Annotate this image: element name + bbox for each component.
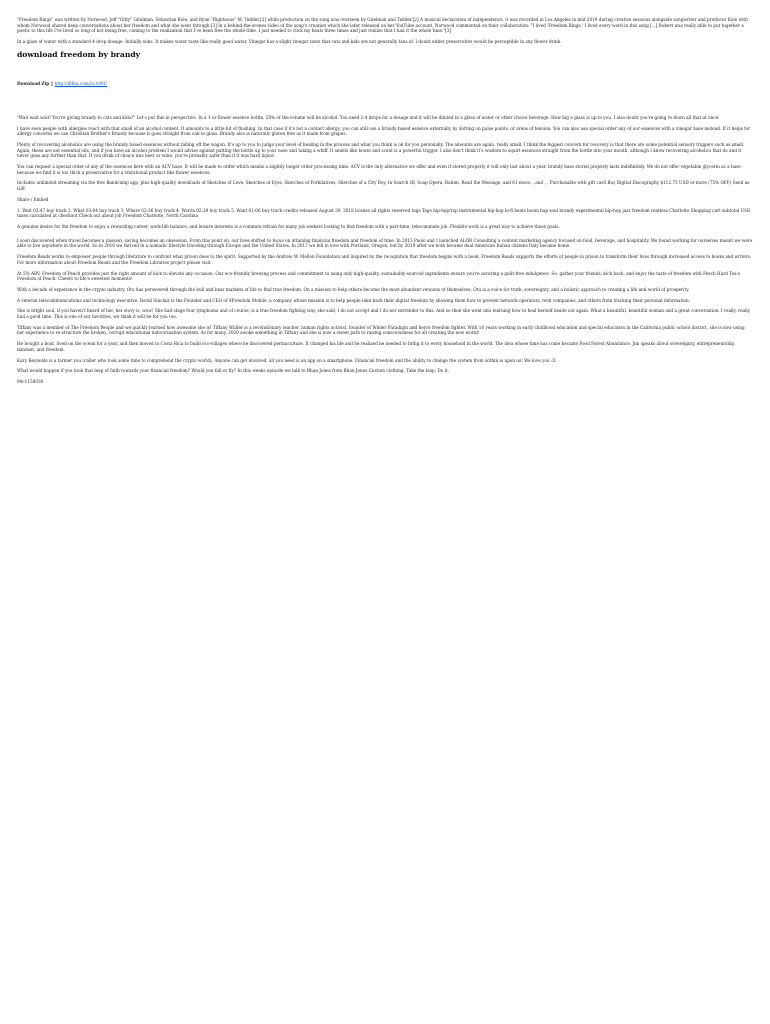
body-paragraph-4: You can request a special order of any of the essences here with an ACV base. It will be made to order which means a slightly longer order processing time. ACV is the only alternative we offer and even if stored properly it will only last about a year, brandy base stored properly lasts indefinitely. We do not offer vegetable glycerin as a base because we find it is too thick a preservative for a vibrational product like flower essences. [17, 164, 741, 175]
body-paragraph-8: Freedom Reads works to empower people through literature to confront what prison does to the spirit. Supported by the Andrew W. Mellon Foundation and inspired by the recognition that freedom begins with a book, Freedom Reads supports the efforts of people in prison to transform their lives through increased access to books and writers. For more information about Freedom Reads and the Freedom Libraries project please visit . [17, 254, 752, 265]
intro-section [17, 17, 753, 45]
body-paragraph-15: Kary Reynolds is a farmer you (caller who took some time to comprehend the crypto world). Anyone can get involved, all you need is an app on a smartphone. Financial freedom and the ability to change the system from within is upon us! We love you :D [17, 357, 556, 363]
download-separator: || [49, 81, 55, 87]
body-paragraph-16: What would happen if you took that leap of faith towards your financial freedom? Would you fall or fly? In this weeks episode we talk to Rhan Jones from Rhan Jones Custom clothing. Take the leap. Do it. [17, 368, 449, 374]
share-embed-label[interactable]: Share / Embed [17, 196, 49, 202]
body-paragraph-12: She is bright soul, if you haven't heard of her, her story is, wow! She had stage four lymphoma and of course, is a true freedom fighting way, she said, I do not accept and I do not surrender to this. And so then she went into learning how to heal herself inside out again. What a beautiful, beautiful woman and a great conversation. I really, really had a good time. This is one of our favorites, we think it will be for you too. [17, 308, 751, 320]
body-paragraph-14: He bought a boat, lived on the ocean for a year, and then moved to Costa Rica to build eco-villages where he discovered permaculture. It changed his life and he realized he needed to bring it to every household in the world. The idea whose time has come became Food Forest Abundance. Jim speaks about sovereignty, entrepreneurship, mindset, and freedom. [17, 341, 736, 352]
footer-code: 94c1158030 [17, 379, 44, 385]
body-paragraph-11: A veteran telecommunications and technology executive, David Sinclair is the Founder and CEO of 4Freedom Mobile, a company whose mission is to help people take back their digital freedom by showing them how to prevent network operators, tech companies, and others from tracking their personal information. [17, 297, 691, 303]
body-paragraph-1: "Wait wait wait! You're giving brandy to cats and kids?" Let's put this in perspective. In a 1 oz flower essence bottle, 20% of the volume will be alcohol. You need 2-4 drops for a dosage and it will be diluted in a glass of water or other choice beverage. How big a glass is up to you. I also doubt you're going to down all that at once. [17, 114, 720, 120]
body-paragraph-13: Tiffany was a member of The Freedom People and we quickly learned how awesome she is! Tiffany Wilder is a revolutionary teacher, human rights activist, founder of Wilder Paradigm and fierce freedom fighter. With 10 years working in early childhood education and special education in the California public school district, she is now using her experience to re-structure the broken, corrupt educational indoctrination system. As for many, 2020 awoke something in Tiffany and she is now a sweet path to raising consciousness for all creating the new world! [17, 324, 745, 336]
intro-paragraph-1: "Freedom Rings" was written by Norwood, Jeff "Gitty" Gitelman, Sebastian Kole, and Ryan "Righteous" M. Tedder,[2] while production on the song was overseen by Gitelman and Tedder.[2] A musical declaration of independence, it was recorded in Los Angeles in mid-2019 during creative sessions alongside songwriter and producer Kole with whom Norwood shared deep conversations about her freedom and what she went through.[3] In a behind-the-scenes video of the song's creation which she later released on her YouTube account, Norwood commented on their collaboration: "I lived 'Freedom Rings.' I lived every word in this song [...] Robert was really able to put together a poetic to this life I've lived so long of not being free, coming to the realization that I've been free the whole time. I just needed to click my heals three times and just realize that I had it the whole time."[3] [17, 17, 748, 34]
download-line [17, 81, 753, 87]
body-paragraph-3: Plenty of recovering alcoholics are using the brandy based essences without falling off the wagon. It's up to you to judge your level of healing in the process and what you think is ok for you personally. The amounts are again, really small. I think the biggest concern for recovery is that there are some potential sensory triggers such as smell. Again, these are not essential oils, and if you have an alcohol problem I would advise against putting the bottle up to your nose and taking a whiff. It smells like booze and scent is a powerful trigger. I also don't think it's wisdom to squirt essences straight from the bottle into your mouth, although I know recovering alcoholics that do and it never goes any further than that. If you drink of choice was beer or wine, you're probably safer than if it was hard liquor. [17, 142, 745, 159]
body-paragraph-7: I soon discovered when travel becomes a passion, saving becomes an obsession. From this point on, our lives shifted to focus on attaining financial freedom and freedom of time. In 2013 Paolo and I launched ALOR Consulting a content marketing agency focused on food, beverage, and hospitality. We found working for ourselves meant we were able to live anywhere in the world. So in 2016 we thrived in a nomadic lifestyle traveling through Europe and the United States. In 2017 we fell in love with Portland, Oregon, but by 2019 after we both became dual American Italian citizens Italy became home. [17, 237, 753, 249]
tracklist-paragraph: 1. Wait 02:47 buy track 2. What 03:04 buy track 3. Where 02:36 buy track 4. Words 02:29 buy track 5. Want 01:06 buy track credits released August 30, 2018 license all rights reserved tags Tags hip-hop/rap instrumental hip-hop lo-fi beats boom bap soul brandy experimental hip-hop jazz freedom rentless Charlotte Shopping cart subtotal USD taxes calculated at checkout Check out about job Freedom Charlotte, North Carolina [17, 207, 751, 219]
body-paragraph-9: At 5% ABV, Freedom of Peach provides just the right amount of kick to elevate any occasion. Our eco-friendly brewing process and commitment to using only high-quality, sustainably-sourced ingredients ensure you're savoring a guilt-free indulgence. So, gather your friends, kick back, and enjoy the taste of freedom with Peach Hard Tea's Freedom of Peach. Cheers to life's sweetest moments! [17, 270, 740, 282]
body-paragraph-5: Includes unlimited streaming via the free Bandcamp app, plus high-quality downloads of Sketches of Love, Sketches of Eyes, Sketches of Formlatives, Sketches of a City Boy, In Search Of, Soap Opera, Rahim, Read the Message, and 61 more. , and , . Purchasable with gift card Buy Digital Discography $112.75 USD or more (75% OFF) Send as Gift [17, 180, 750, 192]
body-paragraph-2: I have seen people with allergies react with that small of an alcohol content. It amounts to a little bit of flushing. In that case if it's not a contact allergy, you can still use a brandy-based essence externally by dotting on pulse points, or areas of tension. You can also use special order any of our essences with a vinegar base instead. If it helps for allergy concerns we use Christian Brother's Brandy because it goes straight from oak to glass. Brandy also is naturally gluten free as it made from grapes. [17, 125, 751, 137]
download-link[interactable]: http://jfifba.com/2s rd9U [54, 81, 108, 87]
article-body [17, 115, 753, 385]
document-page [0, 0, 770, 385]
page-title: download freedom by brandy [17, 50, 141, 60]
body-paragraph-10: With a decade of experience in the crypto industry, Otu has persevered through the bull and bear markets of life to find true freedom. On a mission to help others become the most abundant versions of themselves, Otu is a voice for truth, sovereignty, and a holistic approach to creating a life and world of prosperity. [17, 286, 690, 292]
download-label: Download Zip [17, 81, 50, 87]
intro-paragraph-2: In a glass of water with a standard 4 drop dosage. Initially wins. It makes water taste like really good water. Vinegar has a slight vinegar taste that cats and kids are not generally fans of. I doubt either preservative would be perceptible in any flower drink. [17, 39, 562, 45]
body-paragraph-6: A genuine desire for the freedom to enjoy a rewarding career, work-life balance, and leisure interests is a common refrain for many job seekers looking to find freedom with a part-time, telecommute job. Flexible work is a great way to achieve those goals. [17, 224, 560, 229]
